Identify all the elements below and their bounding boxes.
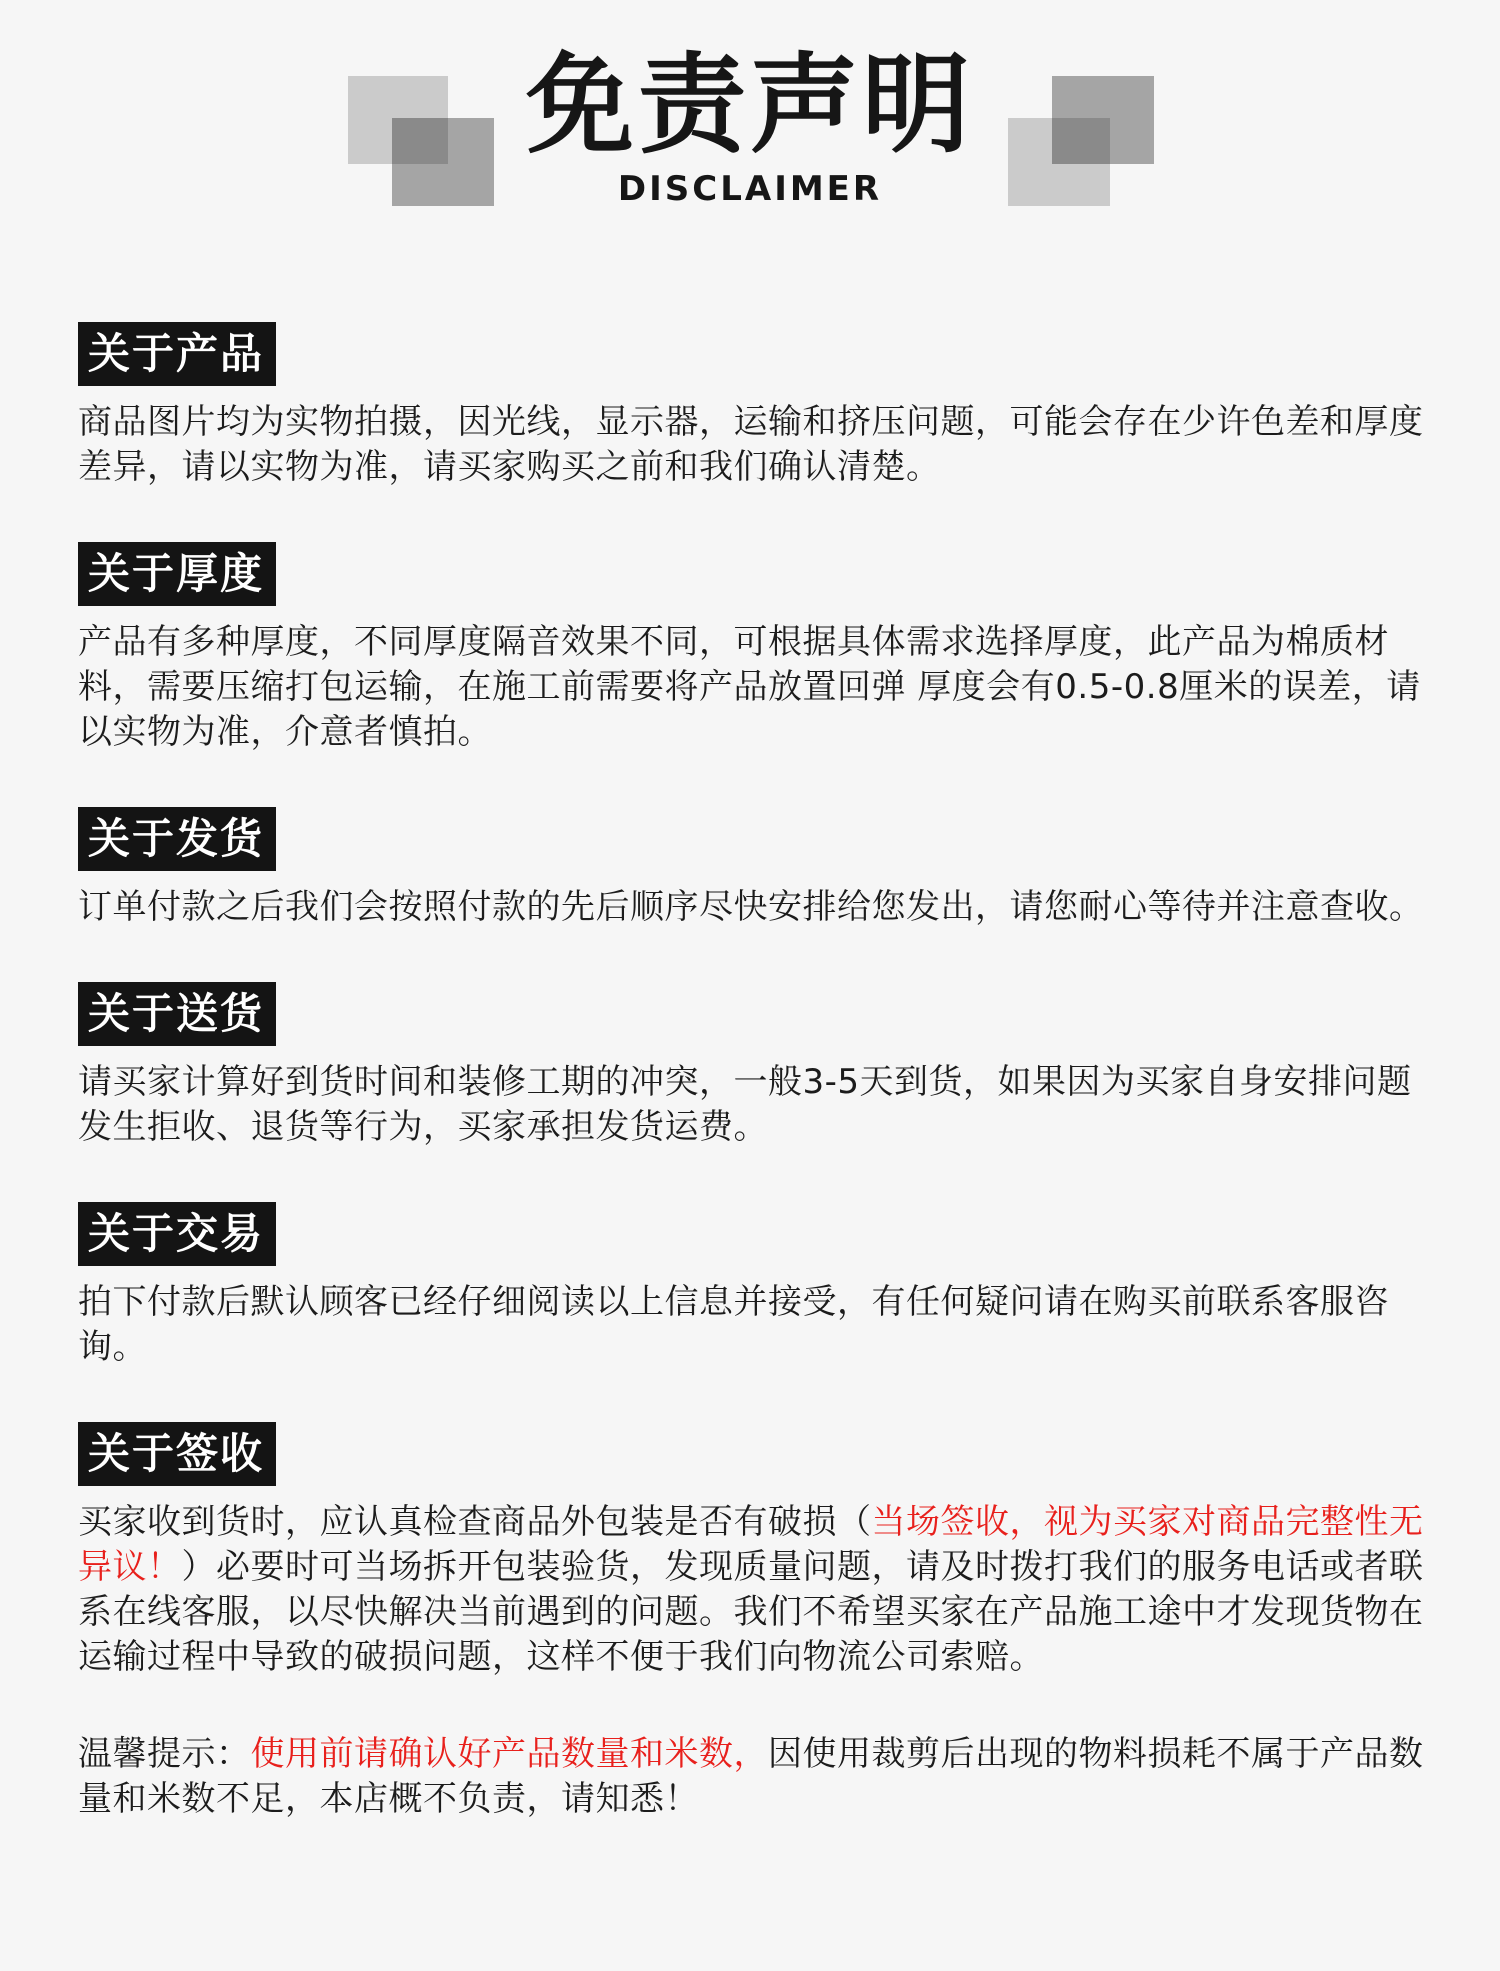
disclaimer-content — [78, 322, 1428, 1822]
section-body: 商品图片均为实物拍摄，因光线，显示器，运输和挤压问题，可能会存在少许色差和厚度差异，请以实物为准，请买家购买之前和我们确认清楚。 — [78, 402, 1424, 487]
section-body: 请买家计算好到货时间和装修工期的冲突，一般3-5天到货，如果因为买家自身安排问题发生拒收、退货等行为，买家承担发货运费。 — [78, 1062, 1412, 1147]
section-heading: 关于厚度 — [78, 542, 276, 606]
section-delivery — [78, 982, 1428, 1150]
section-body-highlight: 当场签收，视为买家对商品完整性无异议！ — [78, 1502, 1424, 1587]
section-heading: 关于交易 — [78, 1202, 276, 1266]
decor-square-overlap — [392, 118, 448, 164]
page-subtitle: DISCLAIMER — [617, 169, 883, 209]
warm-tip — [78, 1732, 1428, 1822]
section-heading: 关于产品 — [78, 322, 276, 386]
section-product — [78, 322, 1428, 490]
section-transaction — [78, 1202, 1428, 1370]
section-heading: 关于签收 — [78, 1422, 276, 1486]
page-header — [0, 0, 1500, 240]
section-shipping — [78, 807, 1428, 930]
page-title: 免责声明 — [525, 43, 974, 168]
section-body: 订单付款之后我们会按照付款的先后顺序尽快安排给您发出，请您耐心等待并注意查收。 — [78, 887, 1424, 927]
section-body: 拍下付款后默认顾客已经仔细阅读以上信息并接受，有任何疑问请在购买前联系客服咨询。 — [78, 1282, 1389, 1367]
section-receipt — [78, 1422, 1428, 1680]
section-body-text: ）必要时可当场拆开包装验货，发现质量问题，请及时拨打我们的服务电话或者联系在线客服，以尽快解决当前遇到的问题。我们不希望买家在产品施工途中才发现货物在运输过程中导致的破损问题，这样不便于我们向物流公司索赔。 — [78, 1547, 1424, 1677]
tip-text: 因使用裁剪后出现的物料损耗不属于产品数量和米数不足，本店概不负责，请知悉！ — [78, 1734, 1424, 1819]
section-heading: 关于发货 — [78, 807, 276, 871]
section-thickness — [78, 542, 1428, 755]
tip-highlight: 使用前请确认好产品数量和米数， — [250, 1734, 768, 1774]
section-body: 产品有多种厚度，不同厚度隔音效果不同，可根据具体需求选择厚度，此产品为棉质材料，需要压缩打包运输，在施工前需要将产品放置回弹 厚度会有0.5-0.8厘米的误差，请以实物为准，介意者慎拍。 — [78, 622, 1421, 752]
section-body — [78, 1500, 1428, 1680]
section-body-text: 买家收到货时，应认真检查商品外包装是否有破损（ — [78, 1502, 872, 1542]
section-heading: 关于送货 — [78, 982, 276, 1046]
tip-label: 温馨提示： — [78, 1734, 251, 1774]
decor-square-overlap — [1052, 118, 1110, 164]
